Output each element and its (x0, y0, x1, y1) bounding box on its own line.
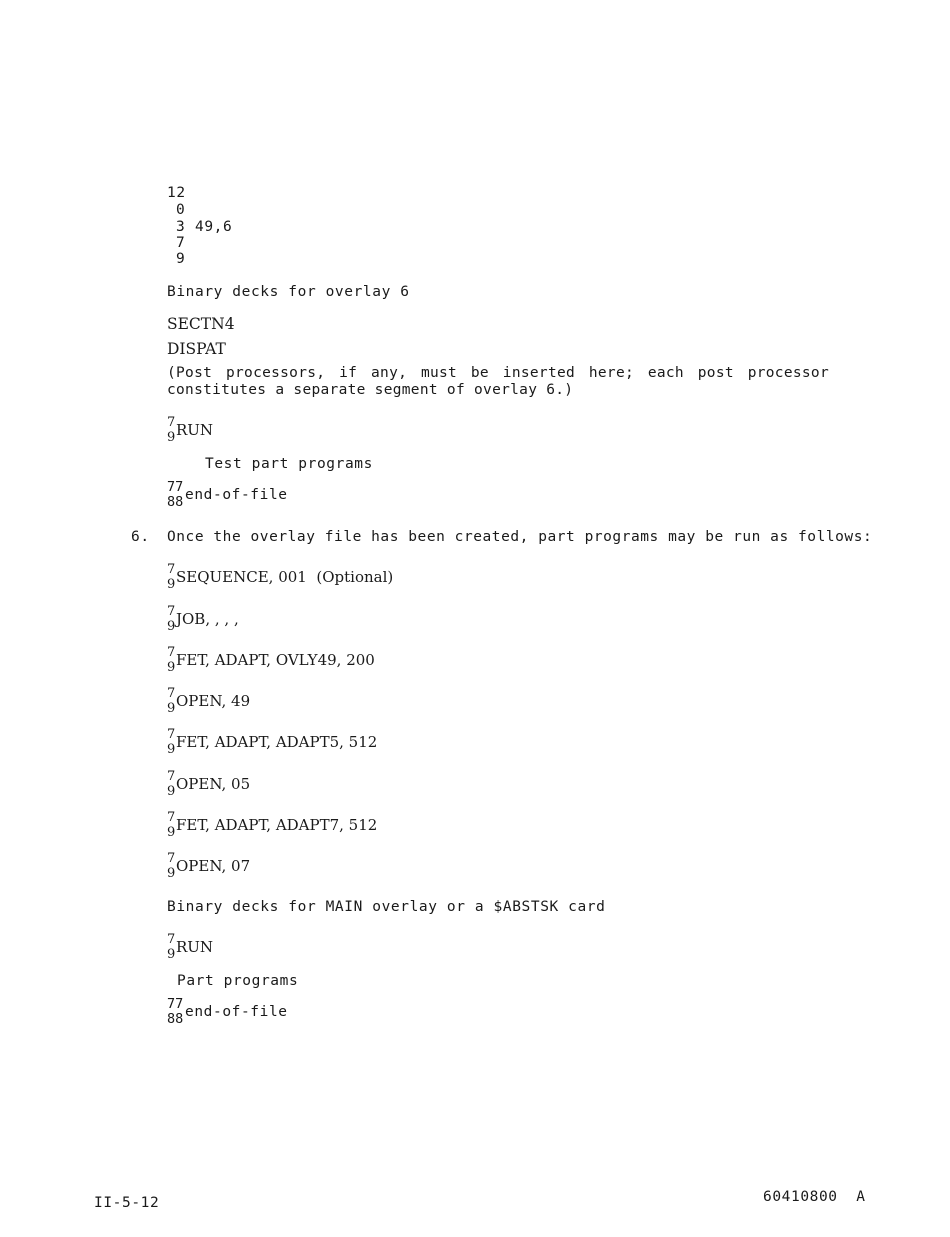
punch-row-9: 9 (167, 784, 176, 799)
eof-label: end-of-file (185, 487, 288, 503)
punch-row-9: 9 (167, 619, 176, 634)
card-punch-12: 12 (167, 185, 186, 201)
control-card-text: OPEN, 05 (176, 775, 251, 793)
card-punch-0: 0 (176, 202, 186, 218)
punch-row-77: 77 (167, 996, 184, 1012)
punch-row-88: 88 (167, 494, 184, 510)
punch-row-7: 7 (167, 604, 176, 619)
dispat-card: DISPAT (167, 340, 226, 358)
control-card-text: SEQUENCE, 001 (Optional) (176, 568, 394, 586)
page-number: II-5-12 (94, 1195, 160, 1211)
sectn4-card: SECTN4 (167, 315, 235, 333)
punch-row-7: 7 (167, 686, 176, 701)
punch-row-7: 7 (167, 645, 176, 660)
punch-row-9: 9 (167, 866, 176, 881)
document-number: 60410800 A (763, 1189, 866, 1205)
card-punch-7: 7 (176, 235, 186, 251)
punch-row-88: 88 (167, 1011, 184, 1027)
punch-row-9: 9 (167, 742, 176, 757)
step-number: 6. (131, 529, 150, 545)
punch-row-7: 7 (167, 810, 176, 825)
part-programs: Part programs (177, 973, 299, 989)
step-text: Once the overlay file has been created, part programs may be run as follows: (167, 529, 873, 545)
control-card-text: JOB, , , , (176, 610, 239, 628)
punch-row-77: 77 (167, 479, 184, 495)
control-card-text: FET, ADAPT, ADAPT7, 512 (176, 816, 378, 834)
punch-row-9: 9 (167, 701, 176, 716)
control-card-text: OPEN, 49 (176, 692, 251, 710)
punch-row-9: 9 (167, 577, 176, 592)
card-punch-value: 49,6 (195, 219, 233, 235)
card-punch-9: 9 (176, 251, 186, 267)
binary-decks-main: Binary decks for MAIN overlay or a $ABSTSK card (167, 899, 606, 915)
control-card-text: FET, ADAPT, ADAPT5, 512 (176, 733, 378, 751)
punch-row-9: 9 (167, 947, 176, 962)
punch-row-9: 9 (167, 825, 176, 840)
post-processors-note: (Post processors, if any, must be inserted here; each post processor constitutes a separate segment of overlay 6.) (167, 365, 829, 398)
control-card-text: FET, ADAPT, OVLY49, 200 (176, 651, 375, 669)
control-card-text: OPEN, 07 (176, 857, 251, 875)
binary-decks-overlay-6: Binary decks for overlay 6 (167, 284, 410, 300)
test-part-programs: Test part programs (205, 456, 373, 472)
run-card-label: RUN (176, 421, 214, 439)
punch-row-9: 9 (167, 660, 176, 675)
punch-row-7: 7 (167, 415, 176, 430)
punch-row-7: 7 (167, 851, 176, 866)
punch-row-7: 7 (167, 727, 176, 742)
punch-row-7: 7 (167, 932, 176, 947)
card-punch-3: 3 (176, 219, 186, 235)
punch-row-9: 9 (167, 430, 176, 445)
punch-row-7: 7 (167, 562, 176, 577)
eof-label: end-of-file (185, 1004, 288, 1020)
punch-row-7: 7 (167, 769, 176, 784)
run-card-label: RUN (176, 938, 214, 956)
